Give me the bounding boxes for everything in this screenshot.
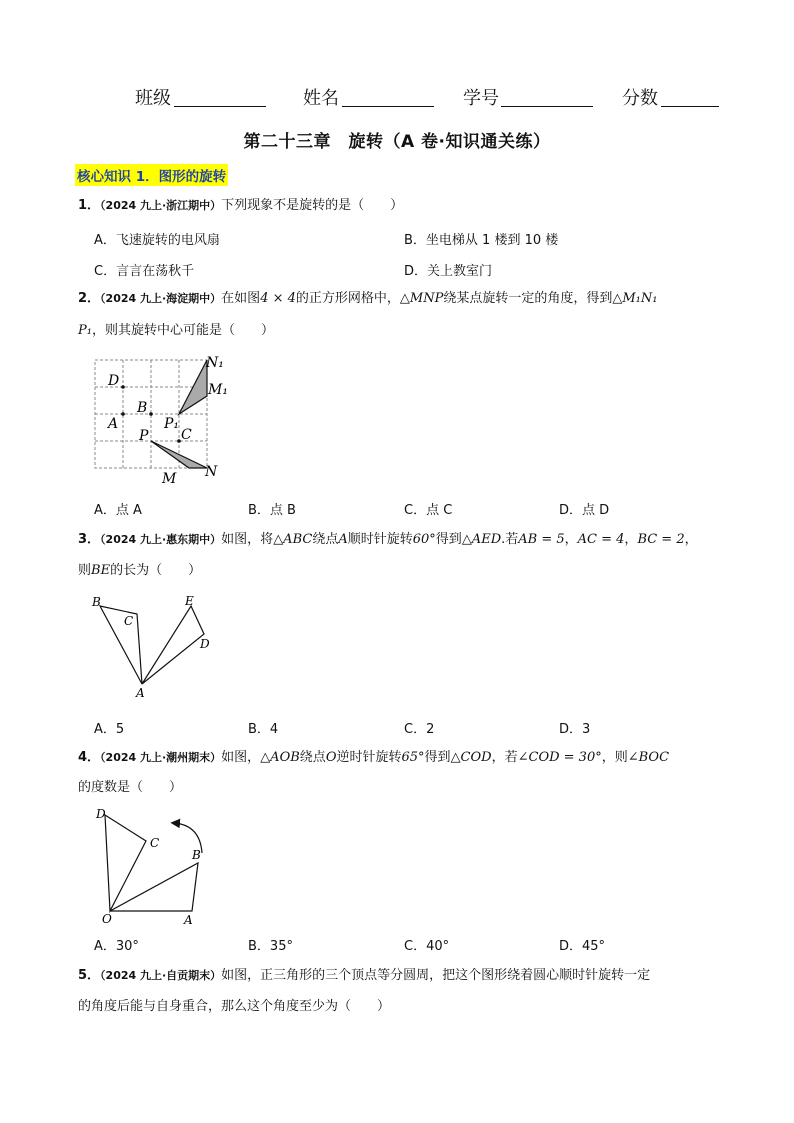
point-a <box>121 412 125 416</box>
triangle-m1n1p1 <box>179 360 207 414</box>
label-d: D <box>96 807 106 821</box>
math-expr: A <box>338 532 348 547</box>
math-expr: P₁ <box>78 323 92 338</box>
math-expr: △AED <box>461 532 502 547</box>
question-number: 1． <box>78 198 101 213</box>
question-text: 则 <box>78 563 92 578</box>
math-expr: △M₁N₁ <box>612 291 658 306</box>
triangle-aed <box>142 606 204 684</box>
label-b: B <box>92 595 101 609</box>
option-c[interactable]: C．2 <box>404 722 435 737</box>
label-n1: N₁ <box>206 355 224 371</box>
question-1 <box>78 197 728 215</box>
question-source: （2024 九上·潮州期末） <box>100 751 222 764</box>
question-text: 绕点 <box>299 750 326 765</box>
label-b: B <box>192 848 201 862</box>
question-2 <box>78 290 738 308</box>
option-b[interactable]: B．坐电梯从 1 楼到 10 楼 <box>404 233 559 248</box>
question-text: ，则其旋转中心可能是（ ） <box>91 323 274 338</box>
question-number: 4． <box>78 750 101 765</box>
question-4-line2: 的度数是（ ） <box>78 780 183 795</box>
triangle-aob <box>110 863 198 911</box>
question-text: 得到 <box>435 532 462 547</box>
option-a[interactable]: A．飞速旋转的电风扇 <box>94 233 220 248</box>
question-text: 如图，正三角形的三个顶点等分圆周，把这个图形绕着圆心顺时针旋转一定 <box>221 968 651 983</box>
math-expr: 4 × 4 <box>260 291 296 306</box>
label-c: C <box>150 836 160 850</box>
option-c[interactable]: C．点 C <box>404 503 453 518</box>
question-number: 3． <box>78 532 101 547</box>
question-text: 绕某点旋转一定的角度，得到 <box>443 291 613 306</box>
question-text: ， <box>684 532 698 547</box>
option-c[interactable]: C．40° <box>404 939 450 954</box>
option-d[interactable]: D．点 D <box>559 503 610 518</box>
section-heading: 核心知识 1．图形的旋转 <box>75 164 228 186</box>
label-m1: M₁ <box>208 382 228 398</box>
label-c: C <box>124 614 134 628</box>
question-text: 的正方形网格中， <box>295 291 400 306</box>
math-expr: 60° <box>412 532 436 547</box>
question-5 <box>78 967 738 985</box>
point-b <box>149 412 153 416</box>
question-3 <box>78 531 738 549</box>
math-expr: ∠BOC <box>627 750 670 765</box>
math-expr: △COD <box>450 750 492 765</box>
option-d[interactable]: D．3 <box>559 722 591 737</box>
question-text: ，则 <box>601 750 628 765</box>
name-label: 姓名 <box>303 88 339 109</box>
question-source: （2024 九上·惠东期中） <box>100 533 222 546</box>
math-expr: AB = 5 <box>518 532 565 547</box>
class-field[interactable] <box>174 106 266 107</box>
option-d[interactable]: D．45° <box>559 939 606 954</box>
math-expr: O <box>325 750 337 765</box>
question-source: （2024 九上·海淀期中） <box>100 292 222 305</box>
label-c: C <box>181 427 192 443</box>
question-text: 的长为（ ） <box>110 563 202 578</box>
label-d: D <box>108 373 120 389</box>
option-a[interactable]: A．点 A <box>94 503 142 518</box>
triangle-cod <box>105 815 146 911</box>
label-n: N <box>205 464 218 480</box>
question-5-line2: 的角度后能与自身重合，那么这个角度至少为（ ） <box>78 999 391 1014</box>
option-a[interactable]: A．30° <box>94 939 139 954</box>
student-id-label: 学号 <box>463 88 499 109</box>
label-p1: P₁ <box>164 416 180 432</box>
score-label: 分数 <box>622 88 658 109</box>
question-source: （2024 九上·浙江期中） <box>100 199 222 212</box>
math-expr: 65° <box>401 750 425 765</box>
question-number: 2． <box>78 291 101 306</box>
math-expr: BC = 2 <box>637 532 685 547</box>
student-id-field[interactable] <box>501 106 593 107</box>
question-number: 5． <box>78 968 101 983</box>
option-b[interactable]: B．4 <box>248 722 279 737</box>
class-label: 班级 <box>135 88 171 109</box>
math-expr: △AOB <box>260 750 300 765</box>
question-2-line2 <box>78 322 728 340</box>
triangle-abc <box>100 606 142 684</box>
option-a[interactable]: A．5 <box>94 722 125 737</box>
q4-rotation-figure <box>88 803 218 928</box>
option-b[interactable]: B．35° <box>248 939 293 954</box>
math-expr: BE <box>91 563 111 578</box>
score-field[interactable] <box>661 106 719 107</box>
math-expr: ∠COD = 30° <box>517 750 602 765</box>
label-a: A <box>136 686 145 700</box>
q3-rotation-figure <box>88 590 218 700</box>
label-a: A <box>184 913 193 927</box>
student-info-header <box>0 84 794 112</box>
point-d <box>121 385 125 389</box>
option-c[interactable]: C．言言在荡秋千 <box>94 264 195 279</box>
math-expr: AC = 4 <box>577 532 625 547</box>
label-m: M <box>162 471 177 487</box>
question-text: ，若 <box>491 750 518 765</box>
question-text: 如图，将 <box>221 532 274 547</box>
question-text: 顺时针旋转 <box>347 532 413 547</box>
question-text: ， <box>564 532 578 547</box>
label-d: D <box>200 637 210 651</box>
question-text: 如图， <box>221 750 261 765</box>
name-field[interactable] <box>342 106 434 107</box>
label-b: B <box>137 400 148 416</box>
page-title: 第二十三章 旋转（A 卷·知识通关练） <box>243 132 551 152</box>
question-text: 得到 <box>424 750 451 765</box>
question-text: 在如图 <box>221 291 261 306</box>
question-3-line2 <box>78 562 728 580</box>
question-4 <box>78 749 738 767</box>
label-o: O <box>102 912 112 926</box>
label-e: E <box>185 594 194 608</box>
question-text: 绕点 <box>312 532 339 547</box>
label-p: P <box>139 428 149 444</box>
q2-grid-figure <box>88 352 228 487</box>
question-text: 下列现象不是旋转的是（ ） <box>221 198 404 213</box>
question-text: ， <box>624 532 638 547</box>
option-b[interactable]: B．点 B <box>248 503 296 518</box>
option-d[interactable]: D．关上教室门 <box>404 264 493 279</box>
question-text: .若 <box>501 532 519 547</box>
math-expr: △MNP <box>399 291 444 306</box>
label-a: A <box>108 416 119 432</box>
question-text: 逆时针旋转 <box>336 750 402 765</box>
math-expr: △ABC <box>273 532 313 547</box>
question-source: （2024 九上·自贡期末） <box>100 969 222 982</box>
